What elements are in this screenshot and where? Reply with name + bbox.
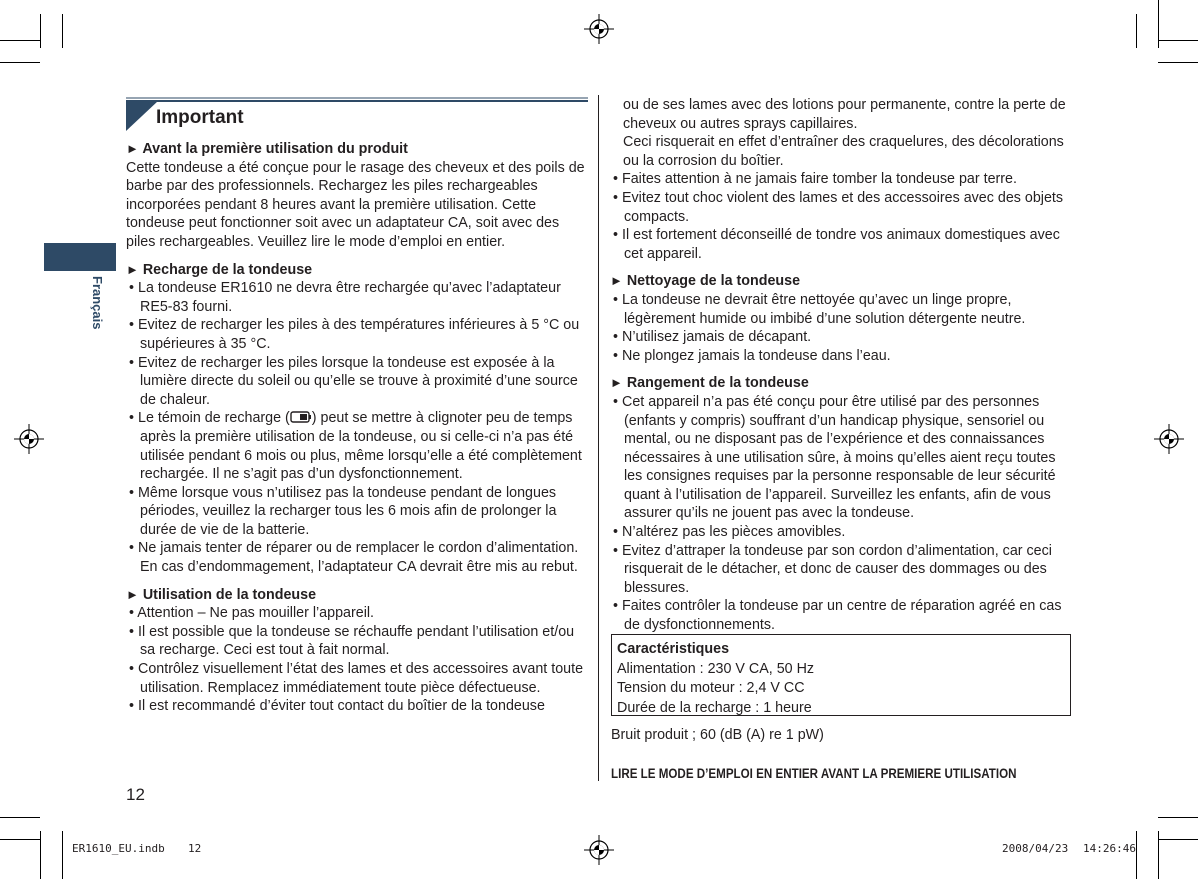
registration-mark-icon — [584, 835, 614, 865]
crop-mark — [1158, 40, 1198, 41]
list-item: • Le témoin de recharge ( ) peut se mettre à clignoter peu de temps après la première utilisation de la tondeuse, ou si celle-ci n’a pas été utilisée pendant 6 mois ou plus, même lorsqu’elle a été complètement rechargée. Il ne s’agit pas d’un dysfonctionnement. — [129, 410, 582, 483]
language-label: Français — [90, 276, 105, 330]
list-item: • Evitez tout choc violent des lames et des accessoires avec des objets compacts. — [613, 189, 1064, 225]
list-item: • Faites attention à ne jamais faire tomber la tondeuse par terre. — [613, 171, 1017, 188]
right-column — [610, 96, 1074, 635]
registration-mark-icon — [14, 424, 44, 454]
list-item: • La tondeuse ER1610 ne devra être rechargée qu’avec l’adaptateur RE5-83 fourni. — [129, 280, 561, 315]
spec-line: Alimentation : 230 V CA, 50 Hz — [617, 660, 815, 677]
registration-mark-icon — [1154, 424, 1184, 454]
crop-mark — [1158, 817, 1198, 818]
continued-text: ou de ses lames avec des lotions pour permanente, contre la perte de cheveux ou autres sprays capillaires. — [623, 97, 1066, 132]
first-use-text: Cette tondeuse a été conçue pour le rasage des cheveux et des poils de barbe par des professionnels. Rechargez les piles rechargeables incorporées pendant 8 heures avant la première utilisation. Cette tondeuse peut fonctionner soit avec un adaptateur CA, soit avec des piles rechargeables. Veuillez lire le mode d’emploi en entier. — [126, 159, 585, 250]
left-column — [126, 136, 588, 716]
crop-mark — [0, 40, 40, 41]
crop-mark — [62, 14, 63, 48]
footer-date: 2008/04/23 — [1002, 842, 1069, 855]
crop-mark — [40, 14, 41, 48]
spec-line: Durée de la recharge : 1 heure — [617, 699, 812, 716]
crop-mark — [1158, 62, 1198, 63]
list-item: • Evitez de recharger les piles à des températures inférieures à 5 °C ou supérieures à 35 °C. — [129, 317, 580, 352]
list-item: • Ne plongez jamais la tondeuse dans l’eau. — [613, 347, 891, 364]
crop-mark — [1158, 839, 1198, 840]
read-all-notice: LIRE LE MODE D’EMPLOI EN ENTIER AVANT LA PREMIERE UTILISATION — [611, 766, 1017, 781]
charge-indicator-icon — [290, 411, 312, 423]
crop-mark — [1136, 14, 1137, 48]
list-item: • N’altérez pas les pièces amovibles. — [613, 524, 846, 541]
list-item: • Il est fortement déconseillé de tondre vos animaux domestiques avec cet appareil. — [613, 227, 1060, 262]
crop-mark — [1158, 0, 1159, 48]
noise-level: Bruit produit ; 60 (dB (A) re 1 pW) — [611, 727, 824, 743]
list-item: • Faites contrôler la tondeuse par un centre de réparation agréé en cas de dysfonctionnements. — [613, 598, 1062, 634]
heading-charging: ► Recharge de la tondeuse — [126, 261, 313, 278]
list-item: • Contrôlez visuellement l’état des lames et des accessoires avant toute utilisation. Remplacez immédiatement toute pièce défectueuse. — [129, 661, 584, 696]
spec-title: Caractéristiques — [617, 641, 730, 657]
list-item: • Il est possible que la tondeuse se réchauffe pendant l’utilisation et/ou sa recharge. Ceci est tout à fait normal. — [129, 623, 575, 659]
heading-storage: ► Rangement de la tondeuse — [610, 375, 809, 392]
crop-mark — [0, 817, 40, 818]
spec-line: Tension du moteur : 2,4 V CC — [617, 680, 805, 696]
heading-usage: ► Utilisation de la tondeuse — [126, 586, 317, 603]
list-item: • Evitez d’attraper la tondeuse par son cordon d’alimentation, car ceci risquerait de le détacher, et donc de causer des dommages ou des blessures. — [613, 542, 1052, 596]
column-divider — [598, 95, 599, 781]
list-item: • Evitez de recharger les piles lorsque la tondeuse est exposée à la lumière directe du soleil ou qu’elle se trouve à proximité d’une source de chaleur. — [129, 354, 578, 408]
list-item: • N’utilisez jamais de décapant. — [613, 329, 812, 346]
crop-mark — [62, 831, 63, 879]
list-item: • Il est recommandé d’éviter tout contact du boîtier de la tondeuse — [129, 698, 545, 715]
crop-mark — [0, 839, 40, 840]
registration-mark-icon — [584, 14, 614, 44]
list-item: • Ne jamais tenter de réparer ou de remplacer le cordon d’alimentation. En cas d’endommagement, l’adaptateur CA devrait être mis au rebut. — [129, 540, 579, 576]
list-item: • Cet appareil n’a pas été conçu pour être utilisé par des personnes (enfants y compris) souffrant d’un handicap physique, sensoriel ou mental, ou ne disposant pas de l’expérience et des connaissances nécessaires à une utilisation sûre, à moins qu’elles aient reçu toutes les consignes requises par la personne responsable de leur sécurité quant à l’utilisation de l’appareil. Surveillez les enfants, afin de vous assurer qu’ils ne jouent pas avec la tondeuse. — [613, 393, 1056, 522]
list-item: • Attention – Ne pas mouiller l’appareil. — [129, 605, 375, 622]
crop-mark — [0, 62, 40, 63]
footer-sheet: 12 — [188, 842, 202, 855]
crop-mark — [1136, 831, 1137, 879]
list-item: • Même lorsque vous n’utilisez pas la tondeuse pendant de longues périodes, veuillez la recharger tous les 6 mois afin de prolonger la durée de vie de la batterie. — [129, 484, 557, 538]
crop-mark — [1158, 831, 1159, 879]
heading-first-use: ► Avant la première utilisation du produit — [126, 141, 408, 157]
specifications-box — [611, 634, 1071, 716]
continued-text: Ceci risquerait en effet d’entraîner des craquelures, des décolorations ou la corrosion du boîtier. — [623, 134, 1064, 169]
language-tab — [44, 243, 116, 271]
footer-file: ER1610_EU.indb — [72, 842, 165, 855]
list-item: • La tondeuse ne devrait être nettoyée qu’avec un linge propre, légèrement humide ou imbibé d’une solution détergente neutre. — [613, 291, 1026, 327]
section-title: Important — [156, 107, 244, 128]
crop-mark — [40, 831, 41, 879]
page-number: 12 — [126, 785, 145, 804]
heading-cleaning: ► Nettoyage de la tondeuse — [610, 273, 801, 290]
footer-time: 14:26:46 — [1083, 842, 1136, 855]
